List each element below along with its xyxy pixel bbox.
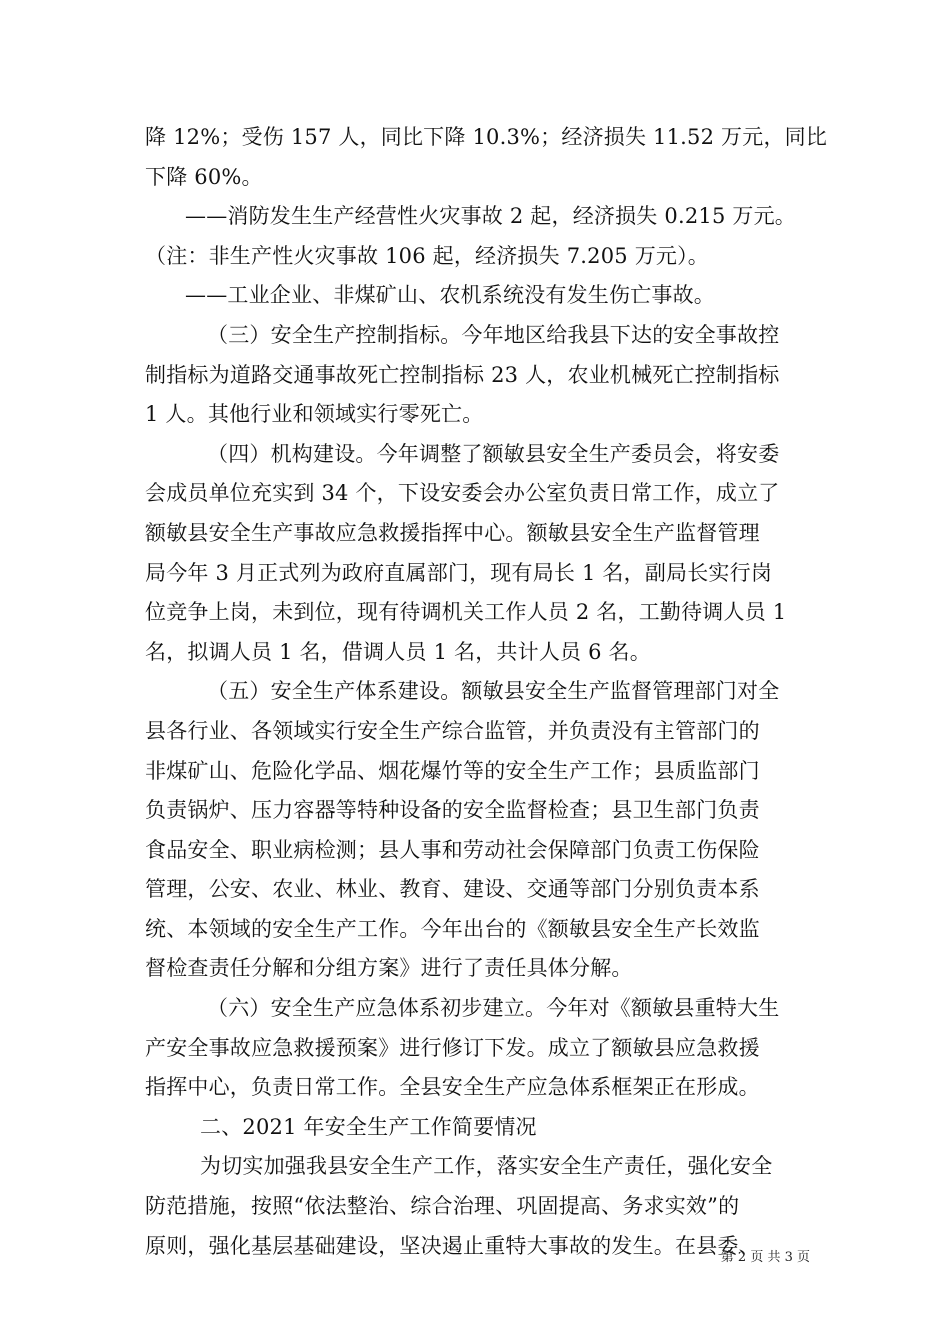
text-line: 负责锅炉、压力容器等特种设备的安全监督检查；县卫生部门负责 xyxy=(145,798,760,823)
page-number: 第 2 页 共 3 页 xyxy=(720,1250,810,1265)
text-line: 1 人。其他行业和领域实行零死亡。 xyxy=(145,402,484,427)
text-line: （注：非生产性火灾事故 106 起，经济损失 7.205 万元）。 xyxy=(145,243,710,268)
text-line: 下降 60%。 xyxy=(145,164,263,189)
section-heading: 二、2021 年安全生产工作简要情况 xyxy=(200,1114,537,1139)
text-line: 产安全事故应急救援预案》进行修订下发。成立了额敏县应急救援 xyxy=(145,1035,760,1060)
text-line: 食品安全、职业病检测；县人事和劳动社会保障部门负责工伤保险 xyxy=(145,837,760,862)
text-line: 制指标为道路交通事故死亡控制指标 23 人，农业机械死亡控制指标 xyxy=(145,362,780,387)
text-line: 非煤矿山、危险化学品、烟花爆竹等的安全生产工作；县质监部门 xyxy=(145,758,760,783)
text-line: 会成员单位充实到 34 个，下设安委会办公室负责日常工作，成立了 xyxy=(145,481,780,506)
text-line: 为切实加强我县安全生产工作，落实安全生产责任，强化安全 xyxy=(200,1154,773,1179)
text-line: （五）安全生产体系建设。额敏县安全生产监督管理部门对全 xyxy=(207,679,780,704)
document-body xyxy=(145,118,828,1266)
text-line: 名，拟调人员 1 名，借调人员 1 名，共计人员 6 名。 xyxy=(145,639,651,664)
text-line: 降 12%；受伤 157 人，同比下降 10.3%；经济损失 11.52 万元，同比 xyxy=(145,125,828,149)
text-line: 统、本领域的安全生产工作。今年出台的《额敏县安全生产长效监 xyxy=(145,916,760,941)
text-line: （四）机构建设。今年调整了额敏县安全生产委员会，将安委 xyxy=(207,441,780,466)
text-line: 管理，公安、农业、林业、教育、建设、交通等部门分别负责本系 xyxy=(145,877,760,902)
text-line: 指挥中心，负责日常工作。全县安全生产应急体系框架正在形成。 xyxy=(145,1075,760,1100)
text-line: 位竞争上岗，未到位，现有待调机关工作人员 2 名，工勤待调人员 1 xyxy=(145,600,787,625)
text-line: ——工业企业、非煤矿山、农机系统没有发生伤亡事故。 xyxy=(185,283,715,308)
text-line: （六）安全生产应急体系初步建立。今年对《额敏县重特大生 xyxy=(207,996,780,1021)
text-line: 防范措施，按照“依法整治、综合治理、巩固提高、务求实效”的 xyxy=(145,1194,740,1219)
text-line: 督检查责任分解和分组方案》进行了责任具体分解。 xyxy=(145,956,633,981)
text-line: 局今年 3 月正式列为政府直属部门，现有局长 1 名，副局长实行岗 xyxy=(145,560,773,585)
text-line: ——消防发生生产经营性火灾事故 2 起，经济损失 0.215 万元。 xyxy=(185,204,796,229)
text-line: 县各行业、各领域实行安全生产综合监管，并负责没有主管部门的 xyxy=(145,718,760,743)
text-line: 原则，强化基层基础建设，坚决遏止重特大事故的发生。在县委、 xyxy=(145,1233,760,1258)
text-line: （三）安全生产控制指标。今年地区给我县下达的安全事故控 xyxy=(207,322,780,347)
text-line: 额敏县安全生产事故应急救援指挥中心。额敏县安全生产监督管理 xyxy=(145,520,760,545)
